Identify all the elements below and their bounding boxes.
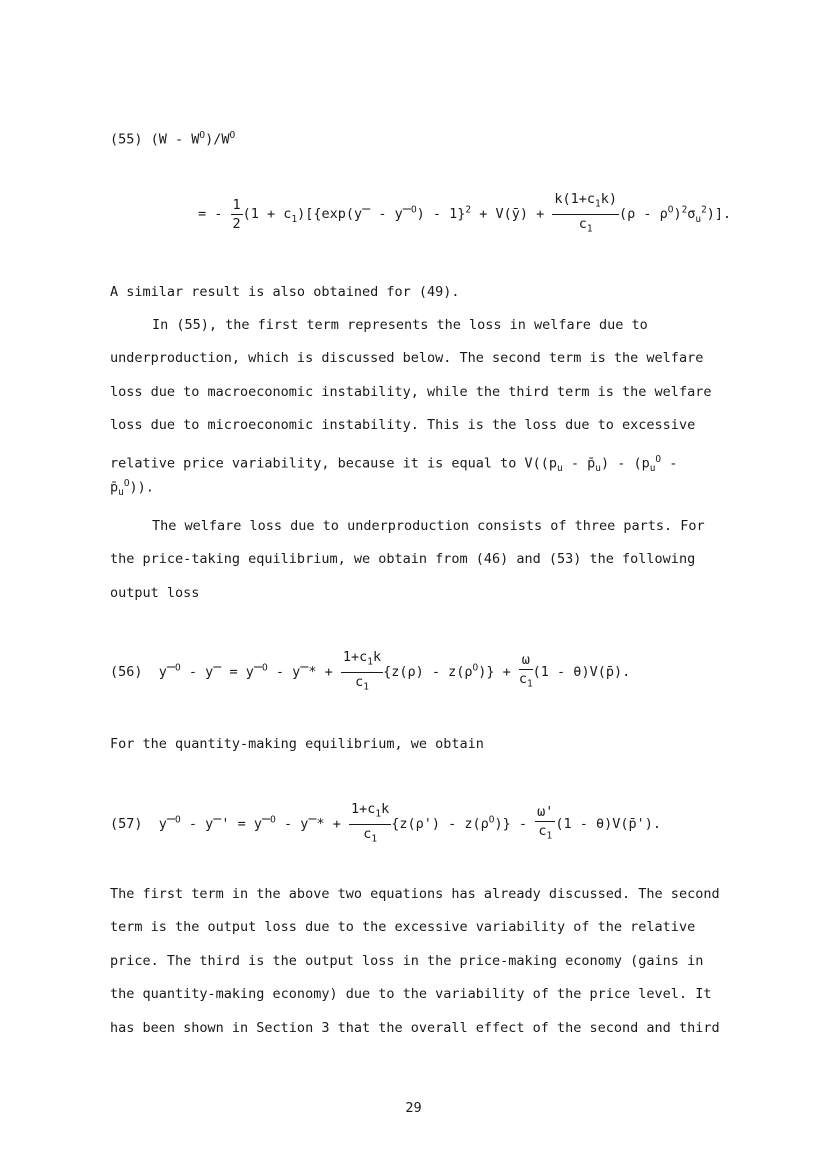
fraction-k: $\frac{k(1+c_1k)}{c_1}$ (554, 191, 617, 235)
page-number: 29 (405, 1100, 422, 1116)
paragraph-underproduction: The welfare loss due to underproduction consists of three parts. For the price-taking equilibrium, we obtain from (46) and (53) the following output loss (110, 518, 705, 601)
paragraph-first-term: In (55), the first term represents the loss in welfare due to underproduction, which is discussed below. The second term is the welfare loss due to macroeconomic instability, while the third term is the welfare loss due to microeconomic instability. This is the loss due to excessive relative price variability, because it is equal to $V((p_u$ - $p̄_u) - (p_u^O$ - $p̄_u^O$)). (110, 317, 712, 499)
equation-57: (57) y̿$^O$ - y̿' = y̿$^O$ - y̿* + $\frac{1+c_1k}{c_1}$ $\{z(\rho') - z(\rho^O)\}$ - $\frac{\omega'}{c_1}$ (1 - θ)V(p̄'). (110, 800, 661, 848)
paragraph-first-term-above: The first term in the above two equations has already discussed. The second term is the output loss due to the excessive variability of the relative price. The third is the output loss in the price-making economy (gains in the quantity-making economy) due to the variability of the price level. It has been shown in Section 3 that the overall effect of the second and third (110, 886, 720, 1036)
equation-56: (56) y̿$^O$ - y̿ = y̿$^O$ - y̿* + $\frac{1+c_1k}{c_1}$ $\{z(\rho) - z(\rho^O)\}$ + $\frac{\omega}{c_1}$ (1 - θ)V(p̄). (110, 648, 630, 696)
fraction-56-a: $\frac{1+c_1k}{c_1}$ (342, 649, 382, 693)
paragraph-quantity-making: For the quantity-making equilibrium, we obtain (110, 736, 484, 752)
equation-55-label: (55) $(W - W^O)/W^O$ (110, 130, 236, 148)
fraction-half: $\frac{1}{2}$ (232, 196, 241, 232)
equation-55: = - $\frac{1}{2}$ $(1 + c_1)[\{\exp(y̿$ - y̿$^O$) - 1}$^2$ + V(ȳ) + $\frac{k(1+c_1k)}{c_1}$ $(\rho - \rho^O)^2\sigma_u^2$)]. (198, 190, 731, 238)
paragraph-similar-result: A similar result is also obtained for (49). (110, 284, 460, 300)
fraction-57-a: $\frac{1+c_1k}{c_1}$ (351, 801, 390, 845)
fraction-57-b: $\frac{\omega'}{c_1}$ (537, 803, 554, 842)
fraction-56-b: $\frac{\omega}{c_1}$ (518, 651, 533, 690)
